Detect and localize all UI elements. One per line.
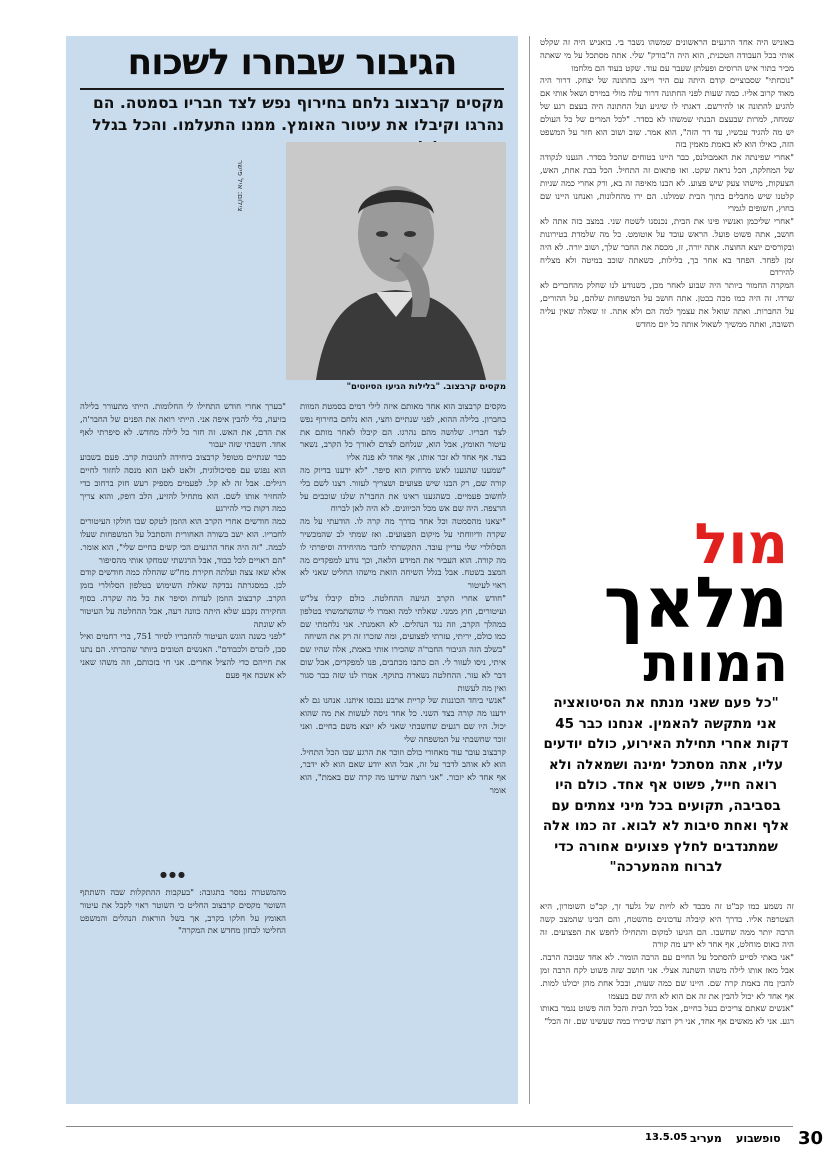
sidebar-title-line-1: מול xyxy=(694,512,788,577)
paragraph: "לפני כשנה הוגש העיטור להחבריו לסיור 751, ברי רחמים ואיל סבן, לזכרם ולכבודם". האנשים הטובים ביותר שהכרתי. הם נתנו את חייהם כדי להציל אחרים. אני חי בזכותם, וזה משהו שאני לא אשכח אף פעם xyxy=(80,631,286,680)
headline-rule xyxy=(80,88,504,90)
paragraph: אלא שאז צצה ועלתה חקירת מח"ש שהחלה כמה חודשים קודם לכן. במסגרתה נבדקה שאלת השימוש בטלפון הסלולרי בזמן הקרב. קרבצוב הוזמן לעדות וסיפר את כל מה שקרה. בסוף החקירה נקבע שלא היתה כוונה רעה, אבל ההחלטה על העיטור לא שונתה xyxy=(80,567,286,629)
paragraph: באוניש היה אחד הרגעים הראשונים שמשהו נשבר בי. בואניש היה זה שקלט אותי בכל העבודה הטכנית, הוא היה ה"בודק" שלי. אתה מסתכל על מי שאתה מכיר בתור איש הרוסים ופעלתן שעבר עם עוד. שקט בעוד הם מלחמו xyxy=(540,37,794,73)
sidebar-title-line-3: המוות xyxy=(643,634,788,694)
paragraph: מהמשטרה נמסר בתגובה: "בעקבות ההתקלות שבה השתתף השוטר מקסים קרבצוב החליט כי השוטר ראוי לקבל את עיטור האומץ על חלקו בקרב, אך בשל הוראות הנהלים והמשפט החליטו לבחון מחדש את המקרה" xyxy=(80,887,286,936)
paragraph: מקסים קרבצוב הוא אחד מאותם איזה לילי דמים בסמטת המוות בחברון. בלילה ההוא, לפני שנתיים וחצי, הוא נלחם בחירוף נפש לצד חבריו. שלושה מהם נהרגו. הם קיבלו לאחר מותם את עיטור האומץ, אבל הוא, שנלחם לצדם לאורך כל הקרב, נשאר בצד. אף אחד לא זכר אותו, אף אחד לא פנה אליו xyxy=(300,401,506,463)
article-column-right xyxy=(540,36,794,484)
sidebar-title xyxy=(580,512,788,694)
sidebar-title-line-2: מלאך xyxy=(603,562,788,644)
paragraph: קרבצוב עובר עוד מאחורי כולם וזוכר את הרגע שבו הכל התחיל. הוא לא אוהב לדבר על זה, אבל הוא יודע שאם הוא לא ידבר, אף אחד לא יזכור. "אני רוצה שידעו מה קרה שם באמת", הוא אומר xyxy=(300,746,506,795)
paragraph: "אנשי ביחד הכוננות של קריית ארבע נכנסו איתנו. אנחנו גם לא ידענו מה קורה בצד השני. כל אחד ניסה לעשות את מה שהוא יכול. היו שם רגעים שחשבתי שאני לא יוצא משם בחיים. ואני זוכר שחשבתי על המשפחה שלי xyxy=(300,695,506,744)
paragraph: כמה חודשים אחרי הקרב הוא הוזמן לטקס שבו חולקו העיטורים לחבריו. הוא ישב בשורה האחורית והסתכל על המשפחות שעלו לבמה. "זה היה אחד הרגעים הכי קשים בחיים שלי", הוא אומר. "הם ראויים לכל כבוד, אבל הרגשתי שמחקו אותי מהסיפור xyxy=(80,516,286,565)
paragraph: "אנשים שאתם צריכים בעל בחיים, אבל בכל הבית והכל הזה פשוט נגמר באותו רגע. אני לא מאשים אף אחד, אני רק רוצה שיכירו במה שעשינו שם. זה הכל" xyxy=(540,1003,794,1027)
paragraph: "חודש אחרי הקרב הגיעה ההחלטה. כולם קיבלו צל"ש ועיטורים, חוץ ממני. שאלתי למה ואמרו לי שהשתמשתי בטלפון במהלך הקרב, וזה נגד הנהלים. לא האמנתי. אני נלחמתי שם כמו כולם, יריתי, עזרתי לפצועים, ומה שזכרו זה רק את השיחה xyxy=(300,592,506,642)
article-column-bottom-right xyxy=(540,900,794,1118)
section-break-dots: ●●● xyxy=(160,870,187,879)
paragraph: "אחרי שליכמן ואנשיו פינו את הבית, נכנסנו לשטח שני. במצב כזה אתה לא חושב, אתה פשוט פועל. הראש עובד על אוטומט. כל מה שלמדת בטירונות ובקורסים יוצא החוצה. אתה יורה, זז, מכסה את החבר שלך, ושוב יורה. לא היה זמן לפחד. הפחד בא אחר כך, בלילות, כשאתה שוכב במיטה ולא מצליח להירדם xyxy=(540,216,794,278)
footer-section: סופשבוע xyxy=(736,1132,781,1145)
footer-rule xyxy=(66,1126,793,1127)
headline: הגיבור שבחרו לשכוח xyxy=(127,42,457,83)
footer-date: 13.5.05 xyxy=(645,1132,688,1143)
paragraph: "נוכחתי" שסבוציים קודם היתה עם היר וייצג בחתונה של יצחק. דרור היה מאוד קרוב אליו. כמה שעות לפני החתונה דרור עלה מולי במירס ושאל אותי אם להגיע להתונה או להירשם. דאגתי לו שיגיע ועל החתונה היה בעצם רגע של שמחה, למרות שבעצם הבנתי שמשהו לא בסדר. "לכל המרים של כל העולם יש מה להגיד עכשיו, עד דר הזה", הוא אמר. שוב ושוב הוא חזר על המשפט הזה, כאילו הוא לא באמת מאמין בזה xyxy=(540,75,794,150)
deck: מקסים קרבצוב נלחם בחירוף נפש לצד חבריו בסמטה. הם נהרגו וקיבלו את עיטור האומץ. ממנו התעלמו. והכל בגלל xyxy=(92,94,504,134)
paragraph: זה נשמע כמו קב"ט זה מכבד לא לויות של גלעד זך, קב"ט השומרון, היא הצטרפה אליו. בדרך היא קיבלה עדכונים מהשטח, והם הבינו שהמצב קשה הרבה יותר ממה שחשבו. הם הגיעו למקום והתחילו לחפש את הפצועים. זה היה כאוס מוחלט, אף אחד לא ידע מה קורה xyxy=(540,901,794,950)
paragraph: "אחרי שפינתה את האמבולנס, כבר היינו בטוחים שהכל בסדר. הגענו לנקודה של המחלקה, הכל נראה שקט. ואז פתאום זה התחיל. הכל בבת אחת, האש, הצעקות, מישהו צעק שיש פצוע. לא הבנו מאיפה זה בא, ורק אחרי כמה שניות קלטנו שיש מחבלים בתוך הבית שמולנו. הם ירו מהחלונות, ואנחנו היינו שם בחוץ, חשופים לגמרי xyxy=(540,152,794,214)
photo-credit: צילום: איל פישר xyxy=(236,160,245,212)
paragraph: "בשלב הזה הגיבור החבר'ה שהכירו אותי באמת, אלה שהיו שם איתי, ניסו לעזור לי. הם כתבו מכתבים, פנו למפקדים, אבל שום דבר לא עזר. ההחלטה נשארה בתוקף. אמרו לנו שזה כבר סגור ואין מה לעשות xyxy=(300,644,506,693)
footer-paper: מעריב xyxy=(690,1132,722,1145)
pull-quote: "כל פעם שאני מנתח את הסיטואציה אני מתקשה להאמין. אנחנו כבר 45 דקות אחרי תחילת האירוע, כולם יודעים עליו, אתה מסתכל ימינה ושמאלה ולא רואה חייל, פשוט אף אחד. כולם היו בסביבה, תקועים בכל מיני צמתים עם אלף ואחת סיבות לא לבוא. זה כמו אלה שמתנדבים לחלץ פצועים אחורה כדי לברוח מהמערכה" xyxy=(542,695,790,875)
portrait-photo xyxy=(286,142,506,380)
paragraph: "שמענו שהגענו לאש מרחוק הוא סיפר. "לא ידענו בדיוק מה קורה שם, רק הבנו שיש פצועים ושצריך לעזור. רצנו לשם בלי לחשוב פעמיים. כשהגענו ראינו את החבר'ה שלנו שוכבים על הרצפה. היה שם אש מכל הכיוונים. לא היה לאן לברוח xyxy=(300,464,506,514)
column-divider xyxy=(529,36,530,1104)
article-column-left-bottom xyxy=(80,886,286,1098)
paragraph: "אני באתי לסייע להסתכל על החיים עם הרבה הומור. לא אחד שבוכה הרבה. אבל מאז אותו לילה משהו השתנה אצלי. אני חושב שזה פשוט לקח הרבה זמן להבין מה באמת קרה שם. היינו שם כמה שעות, ובכל אחת מהן יכולנו למות. אף אחד לא יכול להבין את זה אם הוא לא היה שם בעצמו xyxy=(540,952,794,1001)
page-number: 30 xyxy=(798,1128,824,1149)
paragraph: כבר שנתיים מטופל קרבצוב ביחידה לתגובות קרב. פעם בשבוע הוא נפגש עם פסיכולוגית, ולאט לאט הוא מנסה לחזור לחיים רגילים. אבל זה לא קל. לפעמים מספיק רעש חזק ברחוב כדי להחזיר אותו לשם. הוא מתחיל להזיע, הלב דופק, והוא צריך כמה דקות כדי להירגע xyxy=(80,452,286,514)
photo-caption: מקסים קרבצוב. "בלילות הגיעו הסיוטים" xyxy=(346,382,506,392)
paragraph: "יצאנו מהסמטה וכל אחד בדרך מה קרה לו. הודעתי על מה שקרה ודיווחתי על מיקום הפצועים. ואז שמתי לב שהמכשיר הסלולרי שלי עדיין עובד. התקשרתי לחבר מהיחידה וסיפרתי לו מה קורה. הוא העביר את המידע הלאה, וכך נודע למפקדים מה המצב בשטח. אבל בגלל השיחה הזאת מישהו החליט שאני לא ראוי לעיטור xyxy=(300,516,506,591)
article-column-center xyxy=(300,400,506,1100)
article-column-left xyxy=(80,400,286,866)
portrait-illustration xyxy=(286,142,506,380)
paragraph: המקרה החמור ביותר היה שבוע לאחר מכן, כשנודע לנו שחלק מהחברים לא שרדו. זה היה כמו מכה בבטן. אתה חושב על המשפחות שלהם, על ההורים, על החברות. ואתה שואל את עצמך למה הם ולא אתה. זו שאלה שאין עליה תשובה, ואתה ממשיך לשאול אותה כל יום מחדש xyxy=(540,280,794,329)
paragraph: "בערך אחרי חודש התחילו לי החלומות. הייתי מתעורר בלילה בזיעה, בלי להבין איפה אני. הייתי רואה את הפנים של החבר'ה, את הדם, את האש. זה חזר כל לילה מחדש. לא סיפרתי לאף אחד. חשבתי שזה יעבור xyxy=(80,401,286,450)
